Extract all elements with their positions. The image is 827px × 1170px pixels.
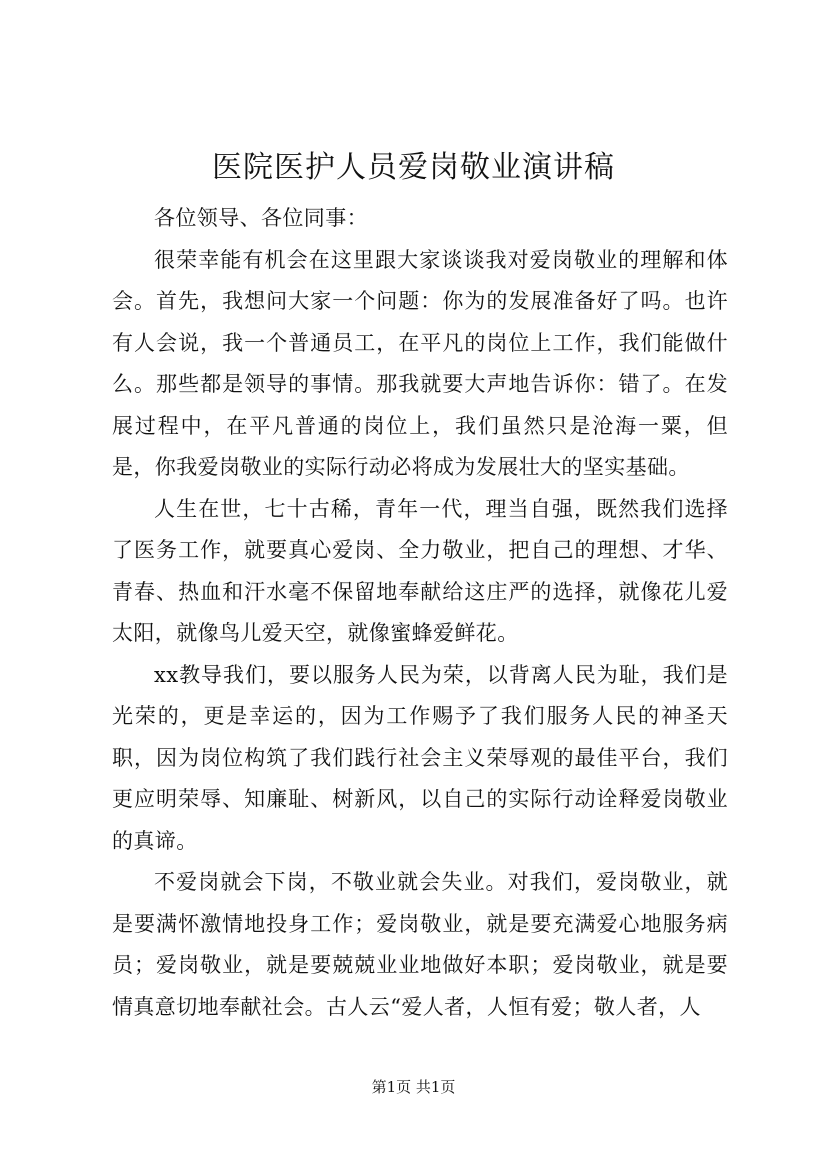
document-body [112, 198, 728, 1028]
document-title: 医院医护人员爱岗敬业演讲稿 [212, 150, 615, 185]
paragraph-1: 很荣幸能有机会在这里跟大家谈谈我对爱岗敬业的理解和体会。首先，我想问大家一个问题：你为的发展准备好了吗。也许有人会说，我一个普通员工，在平凡的岗位上工作，我们能做什么。那些都是领导的事情。那我就要大声地告诉你：错了。在发展过程中，在平凡普通的岗位上，我们虽然只是沧海一粟，但是，你我爱岗敬业的实际行动必将成为发展壮大的坚实基础。 [112, 247, 728, 479]
paragraph-3: xx教导我们，要以服务人民为荣，以背离人民为耻，我们是光荣的，更是幸运的，因为工作赐予了我们服务人民的神圣天职，因为岗位构筑了我们践行社会主义荣辱观的最佳平台，我们更应明荣辱、知廉耻、树新风，以自己的实际行动诠释爱岗敬业的真谛。 [112, 662, 728, 853]
paragraph-2: 人生在世，七十古稀，青年一代，理当自强，既然我们选择了医务工作，就要真心爱岗、全力敬业，把自己的理想、才华、青春、热血和汗水毫不保留地奉献给这庄严的选择，就像花儿爱太阳，就像鸟儿爱天空，就像蜜蜂爱鲜花。 [112, 496, 728, 645]
page-footer: 第1页 共1页 [371, 1078, 456, 1096]
salutation: 各位领导、各位同事： [154, 206, 368, 230]
paragraph-4: 不爱岗就会下岗，不敬业就会失业。对我们，爱岗敬业，就是要满怀激情地投身工作；爱岗敬业，就是要充满爱心地服务病员；爱岗敬业，就是要兢兢业业地做好本职；爱岗敬业，就是要情真意切地奉献社会。古人云“爱人者，人恒有爱；敬人者，人 [112, 870, 728, 1019]
